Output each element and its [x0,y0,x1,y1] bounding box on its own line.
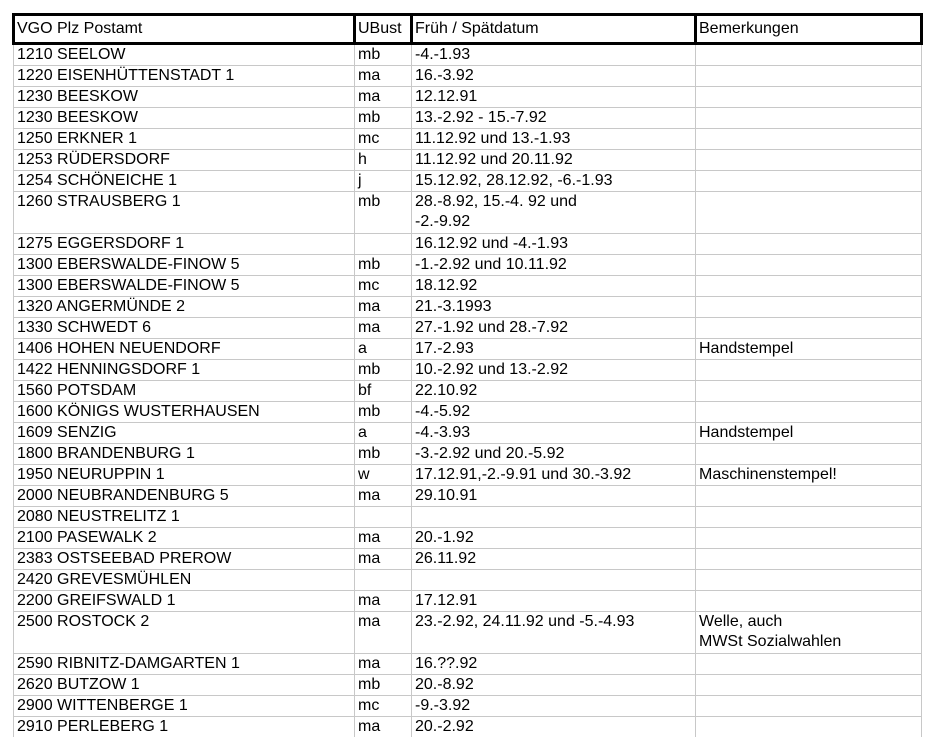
cell-ubust[interactable]: j [355,171,412,192]
cell-bemerkungen[interactable] [696,381,922,402]
cell-postamt[interactable]: 2100 PASEWALK 2 [14,528,355,549]
table-row [14,171,922,192]
cell-datum[interactable] [412,570,696,591]
cell-ubust[interactable]: bf [355,381,412,402]
table-row [14,423,922,444]
cell-postamt[interactable]: 1320 ANGERMÜNDE 2 [14,297,355,318]
cell-bemerkungen[interactable] [696,402,922,423]
table-row [14,108,922,129]
cell-postamt[interactable]: 1560 POTSDAM [14,381,355,402]
cell-ubust[interactable]: ma [355,591,412,612]
cell-bemerkungen[interactable] [696,696,922,717]
header-datum[interactable]: Früh / Spätdatum [412,15,696,44]
cell-postamt[interactable]: 2080 NEUSTRELITZ 1 [14,507,355,528]
table-row [14,528,922,549]
cell-bemerkungen[interactable] [696,360,922,381]
cell-postamt[interactable]: 1609 SENZIG [14,423,355,444]
postamt-table [12,13,923,737]
table-row [14,486,922,507]
cell-postamt[interactable]: 1254 SCHÖNEICHE 1 [14,171,355,192]
cell-postamt[interactable]: 2383 OSTSEEBAD PREROW [14,549,355,570]
cell-datum[interactable]: -3.-2.92 und 20.-5.92 [412,444,696,465]
cell-postamt[interactable]: 1260 STRAUSBERG 1 [14,192,355,234]
cell-postamt[interactable]: 1230 BEESKOW [14,87,355,108]
cell-datum[interactable]: 16.12.92 und -4.-1.93 [412,234,696,255]
cell-postamt[interactable]: 2420 GREVESMÜHLEN [14,570,355,591]
cell-datum[interactable]: 28.-8.92, 15.-4. 92 und -2.-9.92 [412,192,696,234]
spreadsheet [12,13,923,737]
table-row [14,654,922,675]
cell-postamt[interactable]: 1330 SCHWEDT 6 [14,318,355,339]
cell-postamt[interactable]: 1950 NEURUPPIN 1 [14,465,355,486]
cell-bemerkungen[interactable] [696,297,922,318]
cell-postamt[interactable]: 2900 WITTENBERGE 1 [14,696,355,717]
cell-ubust[interactable]: mb [355,108,412,129]
cell-postamt[interactable]: 1210 SEELOW [14,44,355,66]
table-row [14,381,922,402]
cell-postamt[interactable]: 1230 BEESKOW [14,108,355,129]
cell-datum[interactable]: -4.-5.92 [412,402,696,423]
cell-ubust[interactable]: ma [355,87,412,108]
cell-datum[interactable]: 20.-2.92 [412,717,696,738]
cell-datum[interactable]: 23.-2.92, 24.11.92 und -5.-4.93 [412,612,696,654]
cell-bemerkungen[interactable] [696,507,922,528]
cell-bemerkungen[interactable]: Handstempel [696,423,922,444]
cell-bemerkungen[interactable] [696,255,922,276]
cell-postamt[interactable]: 1300 EBERSWALDE-FINOW 5 [14,276,355,297]
cell-bemerkungen[interactable] [696,675,922,696]
cell-postamt[interactable]: 2620 BUTZOW 1 [14,675,355,696]
table-row [14,44,922,66]
table-row [14,591,922,612]
cell-bemerkungen[interactable] [696,44,922,66]
table-row [14,696,922,717]
cell-bemerkungen[interactable] [696,570,922,591]
table-row [14,570,922,591]
cell-datum[interactable]: 12.12.91 [412,87,696,108]
cell-postamt[interactable]: 1300 EBERSWALDE-FINOW 5 [14,255,355,276]
cell-ubust[interactable]: mc [355,696,412,717]
cell-ubust[interactable]: mb [355,444,412,465]
cell-bemerkungen[interactable] [696,528,922,549]
table-row [14,276,922,297]
cell-ubust[interactable]: mc [355,276,412,297]
cell-datum[interactable]: 22.10.92 [412,381,696,402]
cell-ubust[interactable]: ma [355,486,412,507]
cell-postamt[interactable]: 1220 EISENHÜTTENSTADT 1 [14,66,355,87]
cell-datum[interactable]: 17.12.91,-2.-9.91 und 30.-3.92 [412,465,696,486]
table-row [14,402,922,423]
cell-postamt[interactable]: 2500 ROSTOCK 2 [14,612,355,654]
cell-ubust[interactable]: mb [355,360,412,381]
cell-datum[interactable]: 17.12.91 [412,591,696,612]
cell-ubust[interactable]: h [355,150,412,171]
cell-ubust[interactable]: ma [355,717,412,738]
cell-bemerkungen[interactable] [696,717,922,738]
cell-datum[interactable] [412,507,696,528]
cell-ubust[interactable]: mc [355,129,412,150]
cell-postamt[interactable]: 2200 GREIFSWALD 1 [14,591,355,612]
cell-datum[interactable]: -9.-3.92 [412,696,696,717]
cell-postamt[interactable]: 2590 RIBNITZ-DAMGARTEN 1 [14,654,355,675]
cell-bemerkungen[interactable] [696,444,922,465]
table-row [14,549,922,570]
table-row [14,255,922,276]
cell-postamt[interactable]: 1250 ERKNER 1 [14,129,355,150]
table-row [14,444,922,465]
cell-postamt[interactable]: 2910 PERLEBERG 1 [14,717,355,738]
cell-postamt[interactable]: 1275 EGGERSDORF 1 [14,234,355,255]
cell-datum[interactable]: 13.-2.92 - 15.-7.92 [412,108,696,129]
cell-datum[interactable]: 27.-1.92 und 28.-7.92 [412,318,696,339]
cell-postamt[interactable]: 1422 HENNINGSDORF 1 [14,360,355,381]
cell-ubust[interactable]: ma [355,612,412,654]
header-postamt[interactable]: VGO Plz Postamt [14,15,355,44]
table-row [14,507,922,528]
cell-ubust[interactable]: ma [355,318,412,339]
cell-datum[interactable]: 16.-3.92 [412,66,696,87]
table-row [14,339,922,360]
table-row [14,465,922,486]
cell-ubust[interactable]: ma [355,654,412,675]
cell-bemerkungen[interactable] [696,276,922,297]
cell-bemerkungen[interactable] [696,66,922,87]
cell-bemerkungen[interactable]: Welle, auch MWSt Sozialwahlen [696,612,922,654]
cell-ubust[interactable] [355,234,412,255]
cell-bemerkungen[interactable] [696,591,922,612]
cell-datum[interactable]: 20.-8.92 [412,675,696,696]
cell-postamt[interactable]: 1406 HOHEN NEUENDORF [14,339,355,360]
cell-bemerkungen[interactable] [696,150,922,171]
cell-bemerkungen[interactable] [696,192,922,234]
cell-ubust[interactable]: a [355,339,412,360]
cell-datum[interactable]: 15.12.92, 28.12.92, -6.-1.93 [412,171,696,192]
cell-datum[interactable]: 10.-2.92 und 13.-2.92 [412,360,696,381]
cell-ubust[interactable]: mb [355,192,412,234]
cell-bemerkungen[interactable] [696,486,922,507]
cell-ubust[interactable]: ma [355,549,412,570]
table-row [14,675,922,696]
cell-datum[interactable]: -4.-1.93 [412,44,696,66]
table-row [14,318,922,339]
cell-bemerkungen[interactable] [696,654,922,675]
header-bemerkungen[interactable]: Bemerkungen [696,15,922,44]
cell-ubust[interactable] [355,507,412,528]
cell-bemerkungen[interactable]: Maschinenstempel! [696,465,922,486]
table-row [14,66,922,87]
cell-datum[interactable]: 29.10.91 [412,486,696,507]
cell-ubust[interactable]: ma [355,66,412,87]
table-row [14,612,922,654]
cell-datum[interactable]: 11.12.92 und 20.11.92 [412,150,696,171]
cell-bemerkungen[interactable] [696,129,922,150]
cell-bemerkungen[interactable] [696,108,922,129]
cell-ubust[interactable]: mb [355,44,412,66]
table-row [14,360,922,381]
table-row [14,192,922,234]
cell-bemerkungen[interactable] [696,318,922,339]
table-row [14,717,922,738]
cell-datum[interactable]: 20.-1.92 [412,528,696,549]
cell-postamt[interactable]: 1800 BRANDENBURG 1 [14,444,355,465]
cell-datum[interactable]: 11.12.92 und 13.-1.93 [412,129,696,150]
table-row [14,129,922,150]
table-row [14,234,922,255]
table-row [14,87,922,108]
table-row [14,150,922,171]
cell-ubust[interactable]: w [355,465,412,486]
cell-bemerkungen[interactable] [696,234,922,255]
cell-datum[interactable]: 18.12.92 [412,276,696,297]
cell-datum[interactable]: -1.-2.92 und 10.11.92 [412,255,696,276]
cell-bemerkungen[interactable] [696,549,922,570]
cell-ubust[interactable]: a [355,423,412,444]
cell-ubust[interactable]: mb [355,675,412,696]
cell-ubust[interactable]: mb [355,255,412,276]
cell-postamt[interactable]: 1253 RÜDERSDORF [14,150,355,171]
cell-postamt[interactable]: 2000 NEUBRANDENBURG 5 [14,486,355,507]
cell-ubust[interactable]: mb [355,402,412,423]
table-row [14,297,922,318]
header-row [14,15,922,44]
header-ubust[interactable]: UBust [355,15,412,44]
cell-ubust[interactable]: ma [355,297,412,318]
cell-ubust[interactable] [355,570,412,591]
cell-postamt[interactable]: 1600 KÖNIGS WUSTERHAUSEN [14,402,355,423]
cell-bemerkungen[interactable] [696,171,922,192]
cell-ubust[interactable]: ma [355,528,412,549]
cell-bemerkungen[interactable]: Handstempel [696,339,922,360]
cell-datum[interactable]: -4.-3.93 [412,423,696,444]
cell-datum[interactable]: 16.??.92 [412,654,696,675]
cell-bemerkungen[interactable] [696,87,922,108]
cell-datum[interactable]: 21.-3.1993 [412,297,696,318]
cell-datum[interactable]: 26.11.92 [412,549,696,570]
cell-datum[interactable]: 17.-2.93 [412,339,696,360]
